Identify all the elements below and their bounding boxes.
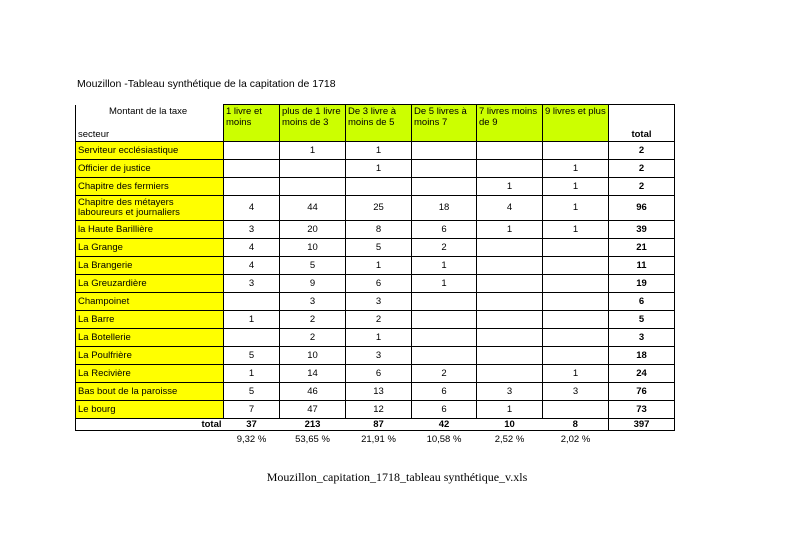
value-cell [224, 159, 280, 177]
secteur-name: Chapitre des fermiers [76, 177, 224, 195]
value-cell: 8 [346, 220, 412, 238]
value-cell [543, 256, 609, 274]
value-cell: 4 [477, 195, 543, 220]
header-row [76, 105, 675, 142]
value-cell: 1 [346, 141, 412, 159]
table-row [76, 382, 675, 400]
header-total: total [609, 105, 675, 142]
value-cell: 47 [280, 400, 346, 418]
table-row [76, 292, 675, 310]
value-cell: 13 [346, 382, 412, 400]
value-cell: 6 [346, 364, 412, 382]
value-cell: 1 [224, 310, 280, 328]
table-row [76, 328, 675, 346]
value-cell: 1 [477, 177, 543, 195]
value-cell: 1 [346, 256, 412, 274]
value-cell [477, 141, 543, 159]
secteur-name: La Poulfrière [76, 346, 224, 364]
header-range-6: 9 livres et plus [543, 105, 609, 142]
value-cell: 1 [412, 274, 477, 292]
value-cell: 1 [543, 159, 609, 177]
table-row [76, 159, 675, 177]
value-cell [543, 238, 609, 256]
value-cell [412, 177, 477, 195]
value-cell [412, 141, 477, 159]
row-total: 3 [609, 328, 675, 346]
header-range-5: 7 livres moins de 9 [477, 105, 543, 142]
value-cell: 3 [224, 274, 280, 292]
value-cell: 10 [280, 238, 346, 256]
row-total: 73 [609, 400, 675, 418]
table-row [76, 274, 675, 292]
value-cell [543, 310, 609, 328]
table-row [76, 310, 675, 328]
value-cell: 10 [280, 346, 346, 364]
row-total: 5 [609, 310, 675, 328]
total-cell: 87 [346, 418, 412, 430]
value-cell: 1 [346, 159, 412, 177]
total-cell: 37 [224, 418, 280, 430]
table-row [76, 364, 675, 382]
percent-spacer [76, 430, 224, 448]
row-total: 18 [609, 346, 675, 364]
percent-cell: 10,58 % [426, 433, 462, 445]
row-total: 96 [609, 195, 675, 220]
value-cell: 5 [224, 346, 280, 364]
table-row [76, 220, 675, 238]
value-cell: 1 [477, 220, 543, 238]
table-row [76, 238, 675, 256]
header-range-2: plus de 1 livre moins de 3 [280, 105, 346, 142]
percent-cell: 53,65 % [295, 433, 330, 445]
value-cell [543, 328, 609, 346]
secteur-name: Champoinet [76, 292, 224, 310]
file-name-caption: Mouzillon_capitation_1718_tableau synthétique_v.xls [266, 470, 528, 484]
secteur-name: la Haute Barillière [76, 220, 224, 238]
grand-total: 397 [609, 418, 675, 430]
value-cell: 2 [346, 310, 412, 328]
total-cell: 42 [412, 418, 477, 430]
value-cell: 3 [477, 382, 543, 400]
value-cell: 1 [543, 220, 609, 238]
value-cell [280, 177, 346, 195]
value-cell: 18 [412, 195, 477, 220]
value-cell [477, 159, 543, 177]
table-row [76, 256, 675, 274]
secteur-name: La Brangerie [76, 256, 224, 274]
value-cell [412, 346, 477, 364]
value-cell: 4 [224, 256, 280, 274]
table-row [76, 346, 675, 364]
value-cell: 4 [224, 195, 280, 220]
value-cell: 2 [412, 364, 477, 382]
row-total: 11 [609, 256, 675, 274]
value-cell: 2 [280, 328, 346, 346]
value-cell: 1 [543, 364, 609, 382]
value-cell: 6 [346, 274, 412, 292]
total-cell: 8 [543, 418, 609, 430]
value-cell: 1 [412, 256, 477, 274]
value-cell: 2 [412, 238, 477, 256]
table-row [76, 177, 675, 195]
header-range-1: 1 livre et moins [224, 105, 280, 142]
percent-cell: 21,91 % [361, 433, 396, 445]
value-cell [224, 292, 280, 310]
value-cell [477, 256, 543, 274]
value-cell [543, 400, 609, 418]
value-cell [477, 346, 543, 364]
montant-label: Montant de la taxe [109, 105, 188, 117]
row-total: 39 [609, 220, 675, 238]
row-total: 6 [609, 292, 675, 310]
value-cell [477, 310, 543, 328]
value-cell [280, 159, 346, 177]
value-cell [543, 274, 609, 292]
value-cell [412, 292, 477, 310]
page-title: Mouzillon -Tableau synthétique de la capitation de 1718 [77, 78, 336, 90]
value-cell: 20 [280, 220, 346, 238]
value-cell: 1 [224, 364, 280, 382]
row-total: 21 [609, 238, 675, 256]
value-cell [477, 238, 543, 256]
value-cell: 14 [280, 364, 346, 382]
value-cell [224, 328, 280, 346]
value-cell: 5 [346, 238, 412, 256]
percent-cell: 2,02 % [560, 433, 591, 445]
percent-spacer [609, 430, 675, 448]
value-cell [412, 328, 477, 346]
secteur-name: La Botellerie [76, 328, 224, 346]
row-total: 2 [609, 141, 675, 159]
value-cell: 1 [543, 177, 609, 195]
value-cell [224, 141, 280, 159]
total-cell: 10 [477, 418, 543, 430]
table-row [76, 195, 675, 220]
value-cell [412, 310, 477, 328]
value-cell: 9 [280, 274, 346, 292]
table-row [76, 141, 675, 159]
row-total: 24 [609, 364, 675, 382]
header-range-4: De 5 livres à moins 7 [412, 105, 477, 142]
value-cell [543, 141, 609, 159]
value-cell [477, 274, 543, 292]
value-cell: 44 [280, 195, 346, 220]
value-cell [477, 328, 543, 346]
secteur-name: Bas bout de la paroisse [76, 382, 224, 400]
value-cell: 6 [412, 382, 477, 400]
secteur-name: Serviteur ecclésiastique [76, 141, 224, 159]
value-cell: 3 [224, 220, 280, 238]
value-cell [477, 292, 543, 310]
value-cell: 4 [224, 238, 280, 256]
secteur-name: La Grange [76, 238, 224, 256]
secteur-label: secteur [78, 128, 110, 140]
header-range-3: De 3 livre à moins de 5 [346, 105, 412, 142]
value-cell [477, 364, 543, 382]
secteur-name: Chapitre des métayers laboureurs et journaliers [76, 195, 224, 220]
secteur-name: Officier de justice [76, 159, 224, 177]
secteur-name: Le bourg [76, 400, 224, 418]
value-cell: 3 [543, 382, 609, 400]
secteur-name: La Recivière [76, 364, 224, 382]
row-total: 2 [609, 177, 675, 195]
value-cell: 3 [280, 292, 346, 310]
value-cell: 12 [346, 400, 412, 418]
totals-row [76, 418, 675, 430]
row-total: 2 [609, 159, 675, 177]
totals-label: total [76, 418, 224, 430]
row-total: 76 [609, 382, 675, 400]
percent-cell: 2,52 % [494, 433, 525, 445]
value-cell: 5 [280, 256, 346, 274]
secteur-name: La Greuzardière [76, 274, 224, 292]
value-cell [543, 346, 609, 364]
value-cell: 1 [280, 141, 346, 159]
value-cell: 7 [224, 400, 280, 418]
value-cell: 1 [477, 400, 543, 418]
total-cell: 213 [280, 418, 346, 430]
value-cell: 1 [346, 328, 412, 346]
table-row [76, 400, 675, 418]
value-cell: 5 [224, 382, 280, 400]
row-total: 19 [609, 274, 675, 292]
percentages-row [76, 430, 675, 448]
value-cell: 3 [346, 346, 412, 364]
value-cell: 3 [346, 292, 412, 310]
secteur-name: La Barre [76, 310, 224, 328]
value-cell: 46 [280, 382, 346, 400]
value-cell [543, 292, 609, 310]
value-cell: 6 [412, 400, 477, 418]
value-cell: 1 [543, 195, 609, 220]
value-cell: 2 [280, 310, 346, 328]
value-cell [412, 159, 477, 177]
capitation-table [75, 104, 675, 448]
value-cell: 25 [346, 195, 412, 220]
percent-cell: 9,32 % [236, 433, 267, 445]
value-cell: 6 [412, 220, 477, 238]
value-cell [224, 177, 280, 195]
header-corner [76, 105, 224, 142]
value-cell [346, 177, 412, 195]
